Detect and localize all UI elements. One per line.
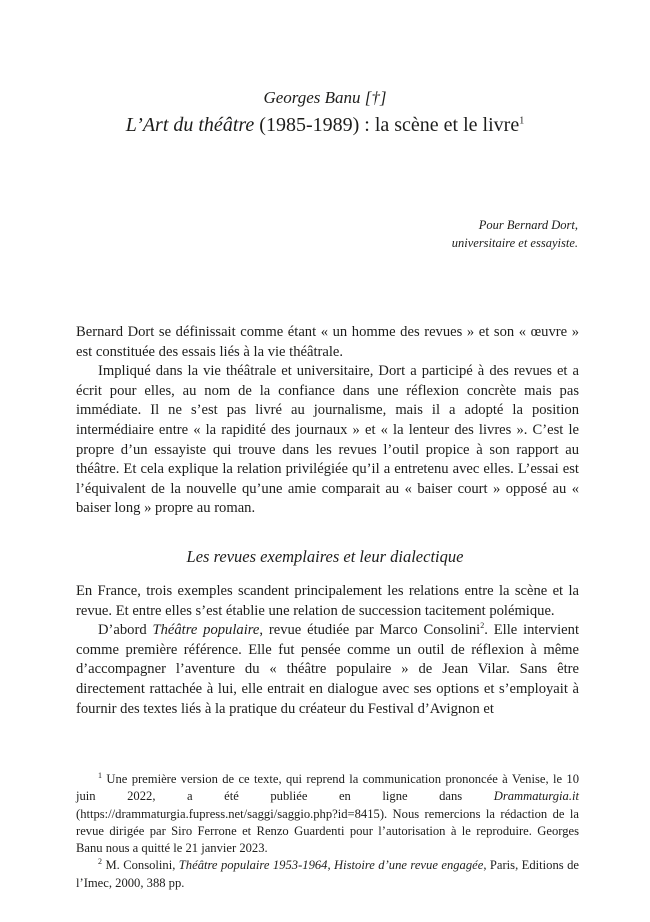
title-main-part: (1985-1989) : la scène et le livre (254, 114, 520, 136)
section-heading: Les revues exemplaires et leur dialectique (186, 547, 464, 566)
paragraph-text: , revue étudiée par Marco Consolini (259, 622, 481, 639)
footnote-1 (76, 771, 579, 857)
footnote-text: , Paris, Editions de l’Imec, 2000, 388 pp. (76, 858, 579, 890)
title-footnote-ref[interactable]: 1 (519, 115, 525, 127)
section-text (76, 582, 579, 719)
footnote-ref-2[interactable]: 2 (480, 621, 485, 631)
footnote-text: (https://drammaturgia.fupress.net/saggi/saggio.php?id=8415). Nous remercions la rédaction de la revue dirigée par Siro Ferrone et Renzo Guardenti pour l’autorisation à le reproduire. Georges Banu nous a quitté le 21 janvier 2023. (76, 806, 579, 856)
footnote-italic: Théâtre populaire 1953-1964, Histoire d’une revue engagée (178, 858, 484, 873)
article-author: Georges Banu [†] (263, 88, 387, 107)
footnote-1-mark: 1 (98, 770, 102, 780)
paragraph-text: . Elle intervient comme première référence. Elle fut pensée comme un outil de réflexion à même d’accompagner l’aventure du « théâtre populaire » de Jean Vilar. Sans être directement rattachée à lui, elle entrait en dialogue avec ses options et s’employait à fournir des textes liés à la pratique du créateur du Festival d’Avignon et (76, 622, 579, 717)
section-paragraph-1: En France, trois exemples scandent principalement les relations entre la scène et la revue. Et entre elles s’est établie une relation de succession tacitement polémique. (76, 583, 579, 619)
journal-name: Théâtre populaire (152, 622, 260, 639)
title-italic-part: L’Art du théâtre (125, 114, 255, 136)
footnote-italic: Drammaturgia.it (493, 789, 579, 804)
footnotes (76, 771, 579, 892)
paragraph-text: D’abord (98, 622, 153, 639)
dedication-line-2: universitaire et essayiste. (451, 236, 578, 250)
dedication-line-1: Pour Bernard Dort, (478, 218, 578, 232)
footnote-2 (76, 857, 579, 892)
article-title (0, 114, 650, 137)
dedication (452, 216, 578, 252)
section-paragraph-2 (76, 621, 579, 719)
footnote-text: Une première version de ce texte, qui reprend la communication prononcée à Venise, le 10 juin 2022, a été publiée en ligne dans (76, 772, 579, 804)
intro-paragraph-2: Impliqué dans la vie théâtrale et universitaire, Dort a participé à des revues et a écrit pour elles, au nom de la confiance dans une réflexion concrète mais pas immédiate. Il ne s’est pas livré au journalisme, mais il a adopté la position intermédiaire entre « la rapidité des journaux » et « la lenteur des livres ». C’est le propre d’un essayiste qui trouve dans les revues l’outil propice à son rapport au théâtre. Et cela explique la relation privilégiée qu’il a entretenu avec elles. L’essai est l’équivalent de la nouvelle qu’une amie comparait au « baiser court » opposé au « baiser long » propre au roman. (76, 363, 579, 517)
intro-text (76, 323, 579, 519)
intro-paragraph-1: Bernard Dort se définissait comme étant « un homme des revues » et son « œuvre » est constituée des essais liés à la vie théâtrale. (76, 324, 579, 360)
footnote-text: M. Consolini, (102, 858, 179, 873)
footnote-2-mark: 2 (98, 857, 102, 867)
